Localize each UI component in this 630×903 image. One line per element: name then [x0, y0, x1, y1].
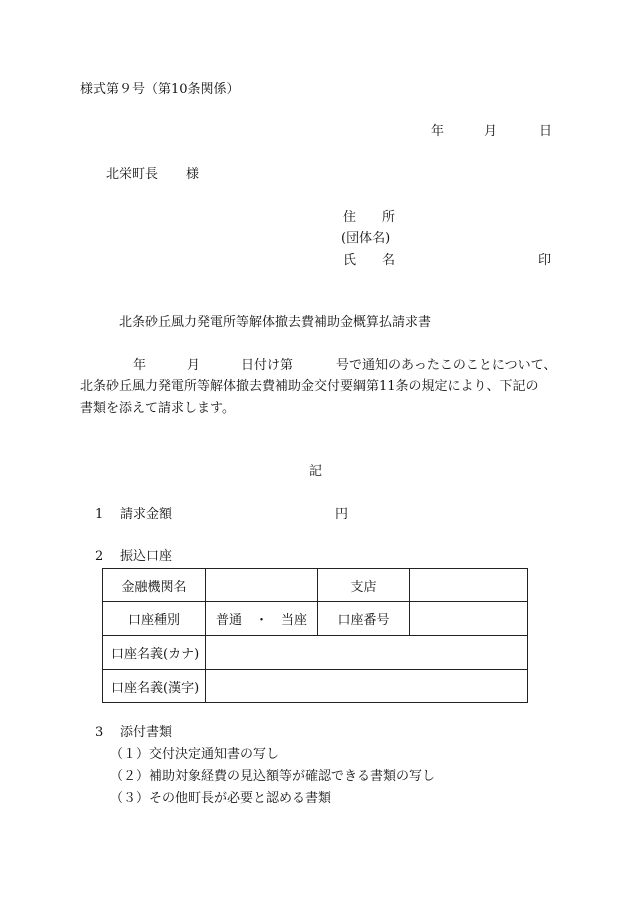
item1-number: 1 — [95, 507, 104, 522]
item1-unit: 円 — [335, 507, 349, 522]
document-title: 北条砂丘風力発電所等解体撤去費補助金概算払請求書 — [119, 315, 432, 330]
address-label: 住 所 — [343, 210, 396, 225]
attachment-item: （３）その他町長が必要と認める書類 — [110, 791, 332, 806]
bank-name-value-cell[interactable] — [205, 568, 318, 602]
date-month-label: 月 — [484, 124, 498, 139]
name-kana-value-cell[interactable] — [205, 635, 528, 670]
addressee-honorific: 様 — [186, 167, 200, 182]
body-date-number: 日付け第 — [241, 358, 294, 373]
branch-value-cell[interactable] — [409, 568, 528, 602]
body-year: 年 — [133, 358, 147, 373]
body-line2: 北条砂丘風力発電所等解体撤去費補助金交付要綱第11条の規定により、下記の — [80, 379, 539, 394]
organization-label: (団体名) — [341, 231, 391, 246]
seal-label: 印 — [538, 253, 552, 268]
item1-label: 請求金額 — [120, 507, 173, 522]
account-number-value-cell[interactable] — [409, 601, 528, 636]
name-kanji-label-cell: 口座名義(漢字) — [102, 669, 206, 703]
date-year-label: 年 — [431, 124, 445, 139]
attachment-item: （２）補助対象経費の見込額等が確認できる書類の写し — [110, 769, 436, 784]
item2-label: 振込口座 — [120, 549, 173, 564]
body-month: 月 — [187, 358, 201, 373]
name-kana-label-cell: 口座名義(カナ) — [102, 635, 206, 670]
account-type-value-cell[interactable]: 普通 ・ 当座 — [205, 601, 318, 636]
account-type-label-cell: 口座種別 — [102, 601, 206, 636]
item2-number: 2 — [95, 549, 104, 564]
body-line1-rest: 号で通知のあったこのことについて、 — [336, 358, 557, 373]
body-line3: 書類を添えて請求します。 — [80, 401, 235, 416]
ki-heading: 記 — [309, 464, 323, 479]
date-day-label: 日 — [539, 124, 553, 139]
account-number-label-cell: 口座番号 — [317, 601, 410, 636]
bank-name-label-cell: 金融機関名 — [102, 568, 206, 602]
name-kanji-value-cell[interactable] — [205, 669, 528, 703]
form-number: 様式第９号（第10条関係） — [80, 82, 240, 97]
item3-label: 添付書類 — [120, 725, 173, 740]
attachment-item: （１）交付決定通知書の写し — [110, 747, 280, 762]
name-label: 氏 名 — [343, 253, 396, 268]
branch-label-cell: 支店 — [317, 568, 410, 602]
addressee-name: 北栄町長 — [106, 167, 159, 182]
item3-number: 3 — [95, 725, 104, 740]
